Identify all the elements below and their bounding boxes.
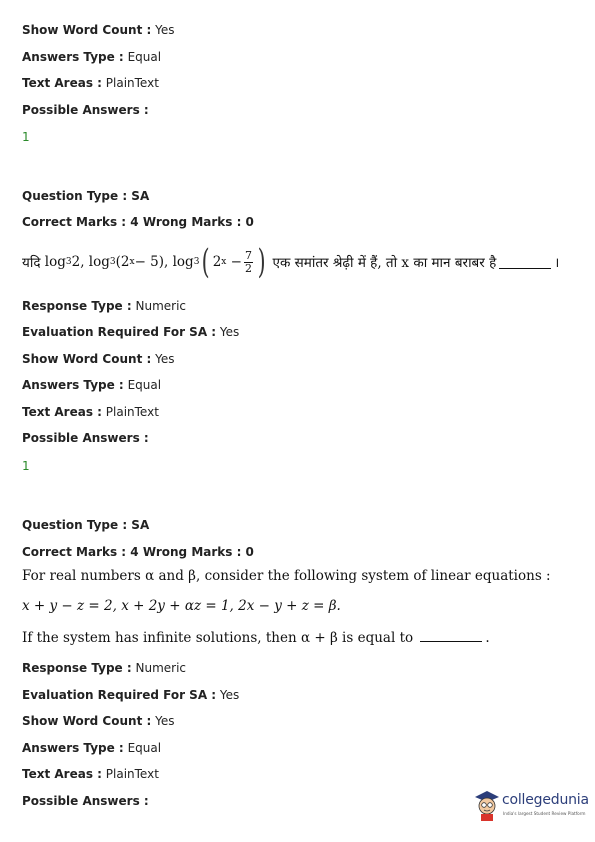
collegedunia-logo [472,788,590,828]
marks-text: Correct Marks : 4 Wrong Marks : 0 [22,545,254,559]
question-text-hindi [22,240,559,284]
answer-value: 1 [22,130,30,144]
field-label: Possible Answers : [22,794,149,808]
field-value: Equal [127,50,162,64]
field-label: Possible Answers : [22,103,149,117]
q-end: । [554,255,560,271]
answer-blank [499,256,551,269]
answers-type-row [22,741,161,755]
question-type [22,518,149,532]
question-line-1: For real numbers α and β, consider the following system of linear equations : [22,568,551,584]
answer-value: 1 [22,459,30,473]
show-word-count-row [22,714,174,728]
q-pow2: 2 [212,254,222,270]
response-type-row [22,299,186,313]
field-value: Equal [127,741,162,755]
fraction-denominator: 2 [244,261,252,275]
q-sub: 3 [109,257,116,267]
field-label: Show Word Count : [22,714,152,728]
field-value: Numeric [135,661,187,675]
field-label: Show Word Count : [22,23,152,37]
field-label: Evaluation Required For SA : [22,688,217,702]
response-type-row [22,661,186,675]
marks-row [22,215,254,229]
field-value: Yes [155,23,175,37]
field-label: Text Areas : [22,767,102,781]
possible-answers-row [22,431,149,445]
question-type-text: Question Type : SA [22,189,150,203]
q-prefix: यदि [22,255,41,271]
field-label: Response Type : [22,299,132,313]
field-label: Response Type : [22,661,132,675]
possible-answers-row [22,794,149,808]
field-label: Text Areas : [22,405,102,419]
text-areas-row [22,405,159,419]
q-sub: 3 [65,257,72,267]
evaluation-row [22,325,239,339]
logo-name: collegedunia [502,792,589,808]
field-label: Answers Type : [22,378,124,392]
question-type-text: Question Type : SA [22,518,150,532]
marks-text: Correct Marks : 4 Wrong Marks : 0 [22,215,254,229]
q-minus: − [230,254,242,270]
evaluation-row [22,688,239,702]
answers-type-row [22,378,161,392]
q-end: . [485,630,490,646]
q-sub: 3 [193,257,200,267]
q-log2: 2, log [71,254,110,270]
q-line3-text: If the system has infinite solutions, then α + β is equal to [22,630,414,646]
field-value: PlainText [105,405,159,419]
q-pow: (2 [115,254,130,270]
field-value: Yes [155,352,175,366]
question-line-2: x + y − z = 2, x + 2y + αz = 1, 2x − y + z = β. [22,598,341,614]
show-word-count-row [22,352,174,366]
question-line-3 [22,629,490,646]
field-value: Yes [155,714,175,728]
q-suffix: एक समांतर श्रेढ़ी में हैं, तो x का मान बराबर है [272,255,497,271]
q-sup: x [221,257,227,267]
answer-blank [420,629,482,642]
field-value: PlainText [105,76,159,90]
field-label: Text Areas : [22,76,102,90]
question-type [22,189,149,203]
field-value: PlainText [105,767,159,781]
fraction-numerator: 7 [244,248,252,262]
field-label: Answers Type : [22,50,124,64]
answers-type-row [22,50,161,64]
right-paren-icon: ) [257,242,266,282]
field-label: Answers Type : [22,741,124,755]
possible-answers-row [22,103,149,117]
graduate-mascot-icon [472,788,502,822]
q-log3: − 5), log [134,254,194,270]
left-paren-icon: ( [202,242,211,282]
field-label: Possible Answers : [22,431,149,445]
field-label: Evaluation Required For SA : [22,325,217,339]
field-value: Equal [127,378,162,392]
field-label: Show Word Count : [22,352,152,366]
field-value: Yes [219,325,240,339]
field-value: Yes [219,688,240,702]
logo-tagline: India's largest Student Review Platform [503,811,586,816]
marks-row [22,545,254,559]
text-areas-row [22,767,159,781]
q-sup: x [129,257,135,267]
text-areas-row [22,76,159,90]
fraction [244,250,253,275]
field-value: Numeric [135,299,187,313]
show-word-count-row [22,23,174,37]
q-log1: log [44,254,66,270]
